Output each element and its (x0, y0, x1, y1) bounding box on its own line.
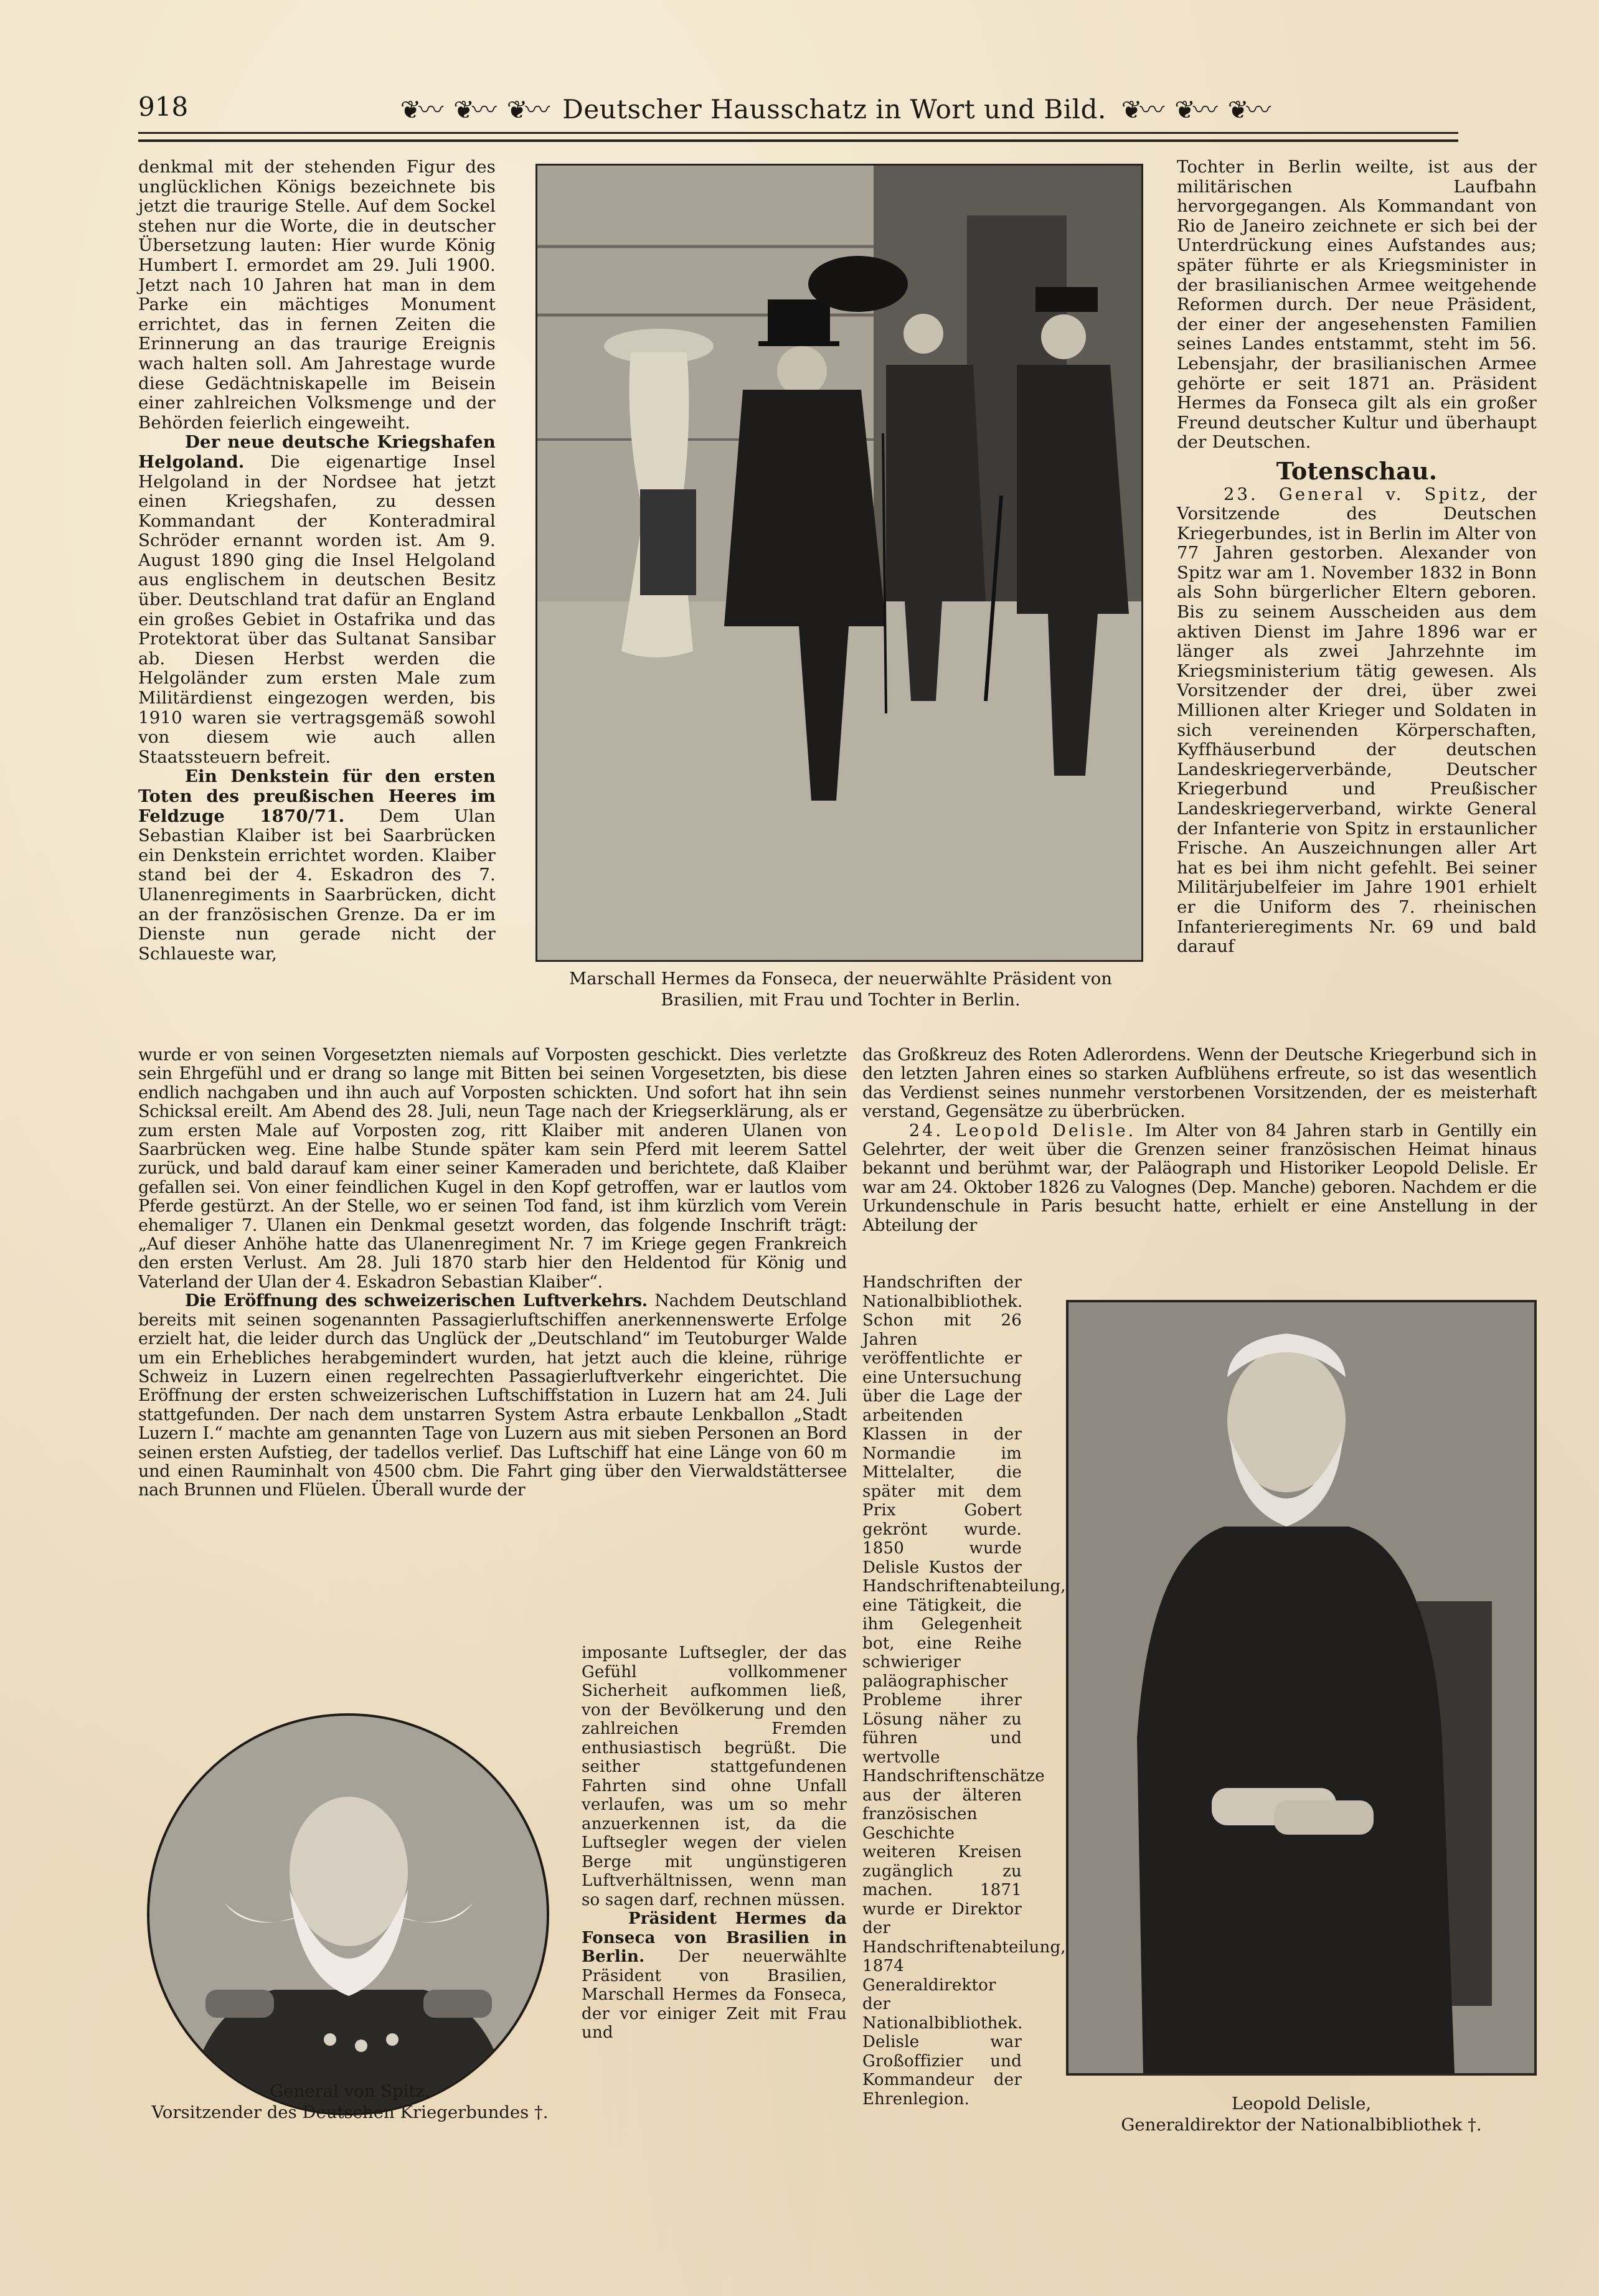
page-number: 918 (138, 92, 189, 122)
ornament-icon: ❦〰 (1227, 96, 1269, 125)
heading-fonseca: Präsident Hermes da Fonseca von Brasilien in Berlin. (582, 1909, 847, 1966)
journal-title: Deutscher Hausschatz in Wort und Bild. (562, 94, 1106, 125)
column-wide-left (138, 1046, 847, 1500)
obituary-delisle (862, 1122, 1537, 1235)
header-rule (138, 132, 1458, 134)
heading-totenschau: Totenschau. (1276, 456, 1438, 485)
name-spitz: 23. General v. Spitz, (1224, 484, 1489, 504)
paragraph-delisle-continued: Handschriften der Nationalbibliothek. Schon mit 26 Jahren veröffentlichte er eine Untersuchung über die Lage der arbeitenden Klassen in der Normandie im Mittelalter, die später mit dem Prix Gobert gekrönt wurde. 1850 wurde Delisle Kustos der Handschriftenabteilung, eine Tätigkeit, die ihm Gelegenheit bot, eine Reihe schwieriger paläographischer Probleme ihrer Lösung näher zu führen und wertvolle Handschriftenschätze aus der älteren französischen Geschichte weiteren Kreisen zugänglich zu machen. 1871 wurde er Direktor der Handschriftenabteilung, 1874 Generaldirektor der Nationalbibliothek. Delisle war Großoffizier und Kommandeur der Ehrenlegion. (862, 1273, 1066, 2109)
header-rule (138, 139, 1458, 142)
column-narrow-bottom (862, 1273, 1066, 2109)
caption-delisle-role: Generaldirektor der Nationalbibliothek †. (1121, 2115, 1482, 2135)
body-denkstein: Dem Ulan Sebastian Klaiber ist bei Saarbrücken ein Denkstein errichtet worden. Klaiber stand bei der 4. Eskadron des 7. Ulanenregiments in Saarbrücken, dicht an der französischen Grenze. Da er im Dienste nun gerade nicht der Schlaueste war, (138, 806, 496, 964)
body-helgoland: Die eigenartige Insel Helgoland in der Nordsee hat jetzt einen Kriegshafen, zu dessen Kommandant der Konteradmiral Schröder ernannt worden ist. Am 9. August 1890 ging die Insel Helgoland aus englischem in deutschen Besitz über. Deutschland trat dafür an England ein großes Gebiet in Ostafrika und das Protektorat über das Sultanat Sansibar ab. Diesen Herbst werden die Helgoländer zum ersten Male zum Militärdienst eingezogen werden, bis 1910 waren sie vertragsgemäß sowohl von diesem wie auch allen Staatssteuern befreit. (138, 451, 496, 767)
paragraph-spitz-end: das Großkreuz des Roten Adlerordens. Wenn der Deutsche Kriegerbund sich in den letzten Jahren eines so starken Aufblühens erfreute, so ist das wesentlich das Verdienst seines nunmehr verstorbenen Vorsitzenden, der es meisterhaft verstand, Gegensätze zu überbrücken. (862, 1045, 1537, 1122)
ornament-icon: ❦〰 (506, 96, 548, 125)
caption-spitz-name: General von Spitz, (270, 2081, 430, 2101)
photo-leopold-delisle (1066, 1300, 1537, 2076)
paragraph-luftsegler: imposante Luftsegler, der das Gefühl vollkommener Sicherheit aufkommen ließ, von der Bevölkerung und den zahlreichen Fremden enthusiastisch begrüßt. Die seither stattgefundenen Fahrten sind ohne Unfall verlaufen, was um so mehr anzuerkennen ist, da die Luftsegler wegen der vielen Berge mit ungünstigeren Luftverhältnissen, wenn man so sagen darf, rechnen müssen. (582, 1644, 847, 1909)
caption-fonseca: Marschall Hermes da Fonseca, der neuerwählte Präsident von Brasilien, mit Frau und Tochter in Berlin. (568, 969, 1113, 1010)
name-delisle: 24. Leopold Delisle. (909, 1121, 1136, 1141)
heading-luftverkehr: Die Eröffnung des schweizerischen Luftverkehrs. (185, 1291, 648, 1311)
article-luftverkehr (138, 1292, 847, 1500)
ornament-icon: ❦〰 (1121, 96, 1163, 125)
body-delisle: Im Alter von 84 Jahren starb in Gentilly ein Gelehrter, der weit über die Grenzen seiner französischen Heimat hinaus bekannt und berühmt war, der Paläograph und Historiker Leopold Delisle. Er war am 24. Oktober 1826 zu Valognes (Dep. Manche) geboren. Nachdem er die Urkundenschule in Paris besucht hatte, erhielt er eine Anstellung in der Abteilung der (862, 1121, 1537, 1235)
paragraph-humbert: denkmal mit der stehenden Figur des unglücklichen Königs bezeichnete bis jetzt die traurige Stelle. Auf dem Sockel stehen nur die Worte, die in deutscher Übersetzung lauten: Hier wurde König Humbert I. ermordet am 29. Juli 1900. Jetzt nach 10 Jahren hat man in dem Parke ein mächtiges Monument errichtet, das in fernen Zeiten die Erinnerung an das traurige Ereignis wach halten soll. Am Jahrestage wurde diese Gedächtniskapelle im Beisein einer zahlreichen Volksmenge und der Behörden feierlich eingeweiht. (138, 157, 496, 433)
body-luftverkehr: Nachdem Deutschland bereits mit seinen sogenannten Passagierluftschiffen anerkennenswerte Erfolge erzielt hat, die leider durch das Unglück der „Deutschland“ im Teutoburger Walde um ein Erhebliches herabgemindert wurden, hat jetzt auch die kleine, rührige Schweiz in Luzern einen regelrechten Passagierluftverkehr eingerichtet. Die Eröffnung der ersten schweizerischen Luftschiffstation in Luzern hat am 24. Juli stattgefunden. Der nach dem unstarren System Astra erbaute Lenkballon „Stadt Luzern I.“ machte am genannten Tage von Luzern aus mit sieben Personen an Bord seinen ersten Aufstieg, der tadellos verlief. Das Luftschiff hat eine Länge von 60 m und einen Rauminhalt von 4500 cbm. Die Fahrt ging über den Vierwaldstättersee nach Brunnen und Flüelen. Überall wurde der (138, 1291, 847, 1500)
heading-denkstein: Ein Denkstein für den ersten Toten des preußischen Heeres im Feldzuge 1870/71. (138, 766, 496, 826)
body-spitz: der Vorsitzende des Deutschen Kriegerbundes, ist in Berlin im Alter von 77 Jahren gestorben. Alexander von Spitz war am 1. November 1832 in Bonn als Sohn bürgerlicher Eltern geboren. Bis zu seinem Ausscheiden aus dem aktiven Dienst im Jahre 1896 war er länger als zwei Jahrzehnte im Kriegsministerium tätig gewesen. Als Vorsitzender der drei, über zwei Millionen alter Krieger und Soldaten in sich vereinenden Körperschaften, Kyffhäuserbund der deutschen Landeskriegerverbände, Deutscher Kriegerbund und Preußischer Landeskriegerverband, wirkte General der Infanterie von Spitz in erstaunlicher Frische. An Auszeichnungen aller Art hat es bei ihm nicht gefehlt. Bei seiner Militärjubelfeier im Jahre 1901 erhielt er die Uniform des 7. rheinischen Infanterieregiments Nr. 69 und bald darauf (1177, 484, 1537, 957)
ornament-icon: ❦〰 (1174, 96, 1215, 125)
article-fonseca (582, 1909, 847, 2043)
photo-fonseca-family (535, 164, 1143, 962)
heading-helgoland: Der neue deutsche Kriegshafen Helgoland. (138, 432, 496, 472)
caption-delisle (1059, 2093, 1544, 2135)
column-wide-right (862, 1046, 1537, 1235)
paragraph-klaiber: wurde er von seinen Vorgesetzten niemals auf Vorposten geschickt. Dies verletzte sein Ehrgefühl und er drang so lange mit Bitten bei seinen Vorgesetzten, bis diese endlich nachgaben und ihn auch auf Vorposten schickten. Und sofort hat ihn sein Schicksal ereilt. Am Abend des 28. Juli, neun Tage nach der Kriegserklärung, als er zum ersten Male auf Vorposten zog, ritt Klaiber mit anderen Ulanen von Saarbrücken weg. Eine halbe Stunde später kam sein Pferd mit leerem Sattel zurück, und bald darauf kam einer seiner Kameraden und berichtete, daß Klaiber gefallen sei. Von einer feindlichen Kugel in den Kopf getroffen, war er lautlos vom Pferde gestürzt. An der Stelle, wo er seinen Tod fand, ist ihm kürzlich vom Verein ehemaliger 7. Ulanen ein Denkmal gesetzt worden, das folgende Inschrift trägt: „Auf dieser Anhöhe hatte das Ulanenregiment Nr. 7 im Kriege gegen Frankreich den ersten Verlust. Am 28. Juli 1870 starb hier den Heldentod für König und Vaterland der Ulan der 4. Eskadron Sebastian Klaiber“. (138, 1045, 847, 1292)
photo-general-spitz (147, 1713, 549, 2115)
column-mid-bottom (582, 1644, 847, 2043)
photo-illustration (537, 166, 1141, 960)
article-denkstein (138, 767, 496, 964)
caption-spitz-role: Vorsitzender des Deutschen Kriegerbundes †. (151, 2102, 549, 2122)
column-right-top (1177, 158, 1537, 957)
portrait-illustration (149, 1716, 547, 2113)
portrait-illustration (1068, 1302, 1534, 2073)
obituary-spitz (1177, 485, 1537, 957)
ornament-icon: ❦〰 (400, 96, 441, 125)
article-helgoland (138, 433, 496, 767)
body-fonseca: Der neuerwählte Präsident von Brasilien, Marschall Hermes da Fonseca, der vor einiger Zeit mit Frau und (582, 1947, 847, 2042)
caption-delisle-name: Leopold Delisle, (1231, 2094, 1372, 2114)
running-title (299, 90, 1370, 126)
column-left-top (138, 158, 496, 964)
ornament-icon: ❦〰 (453, 96, 494, 125)
caption-spitz (138, 2081, 562, 2123)
paragraph-fonseca-continued: Tochter in Berlin weilte, ist aus der militärischen Laufbahn hervorgegangen. Als Kommandant von Rio de Janeiro zeichnete er sich bei der Unterdrückung eines Aufstandes aus; später führte er als Kriegsminister in der brasilianischen Armee weitgehende Reformen durch. Der neue Präsident, der einer der angesehensten Familien seines Landes entstammt, steht im 56. Lebensjahr, der brasilianischen Armee gehörte er seit 1871 an. Präsident Hermes da Fonseca gilt als ein großer Freund deutscher Kultur und überhaupt der Deutschen. (1177, 157, 1537, 453)
